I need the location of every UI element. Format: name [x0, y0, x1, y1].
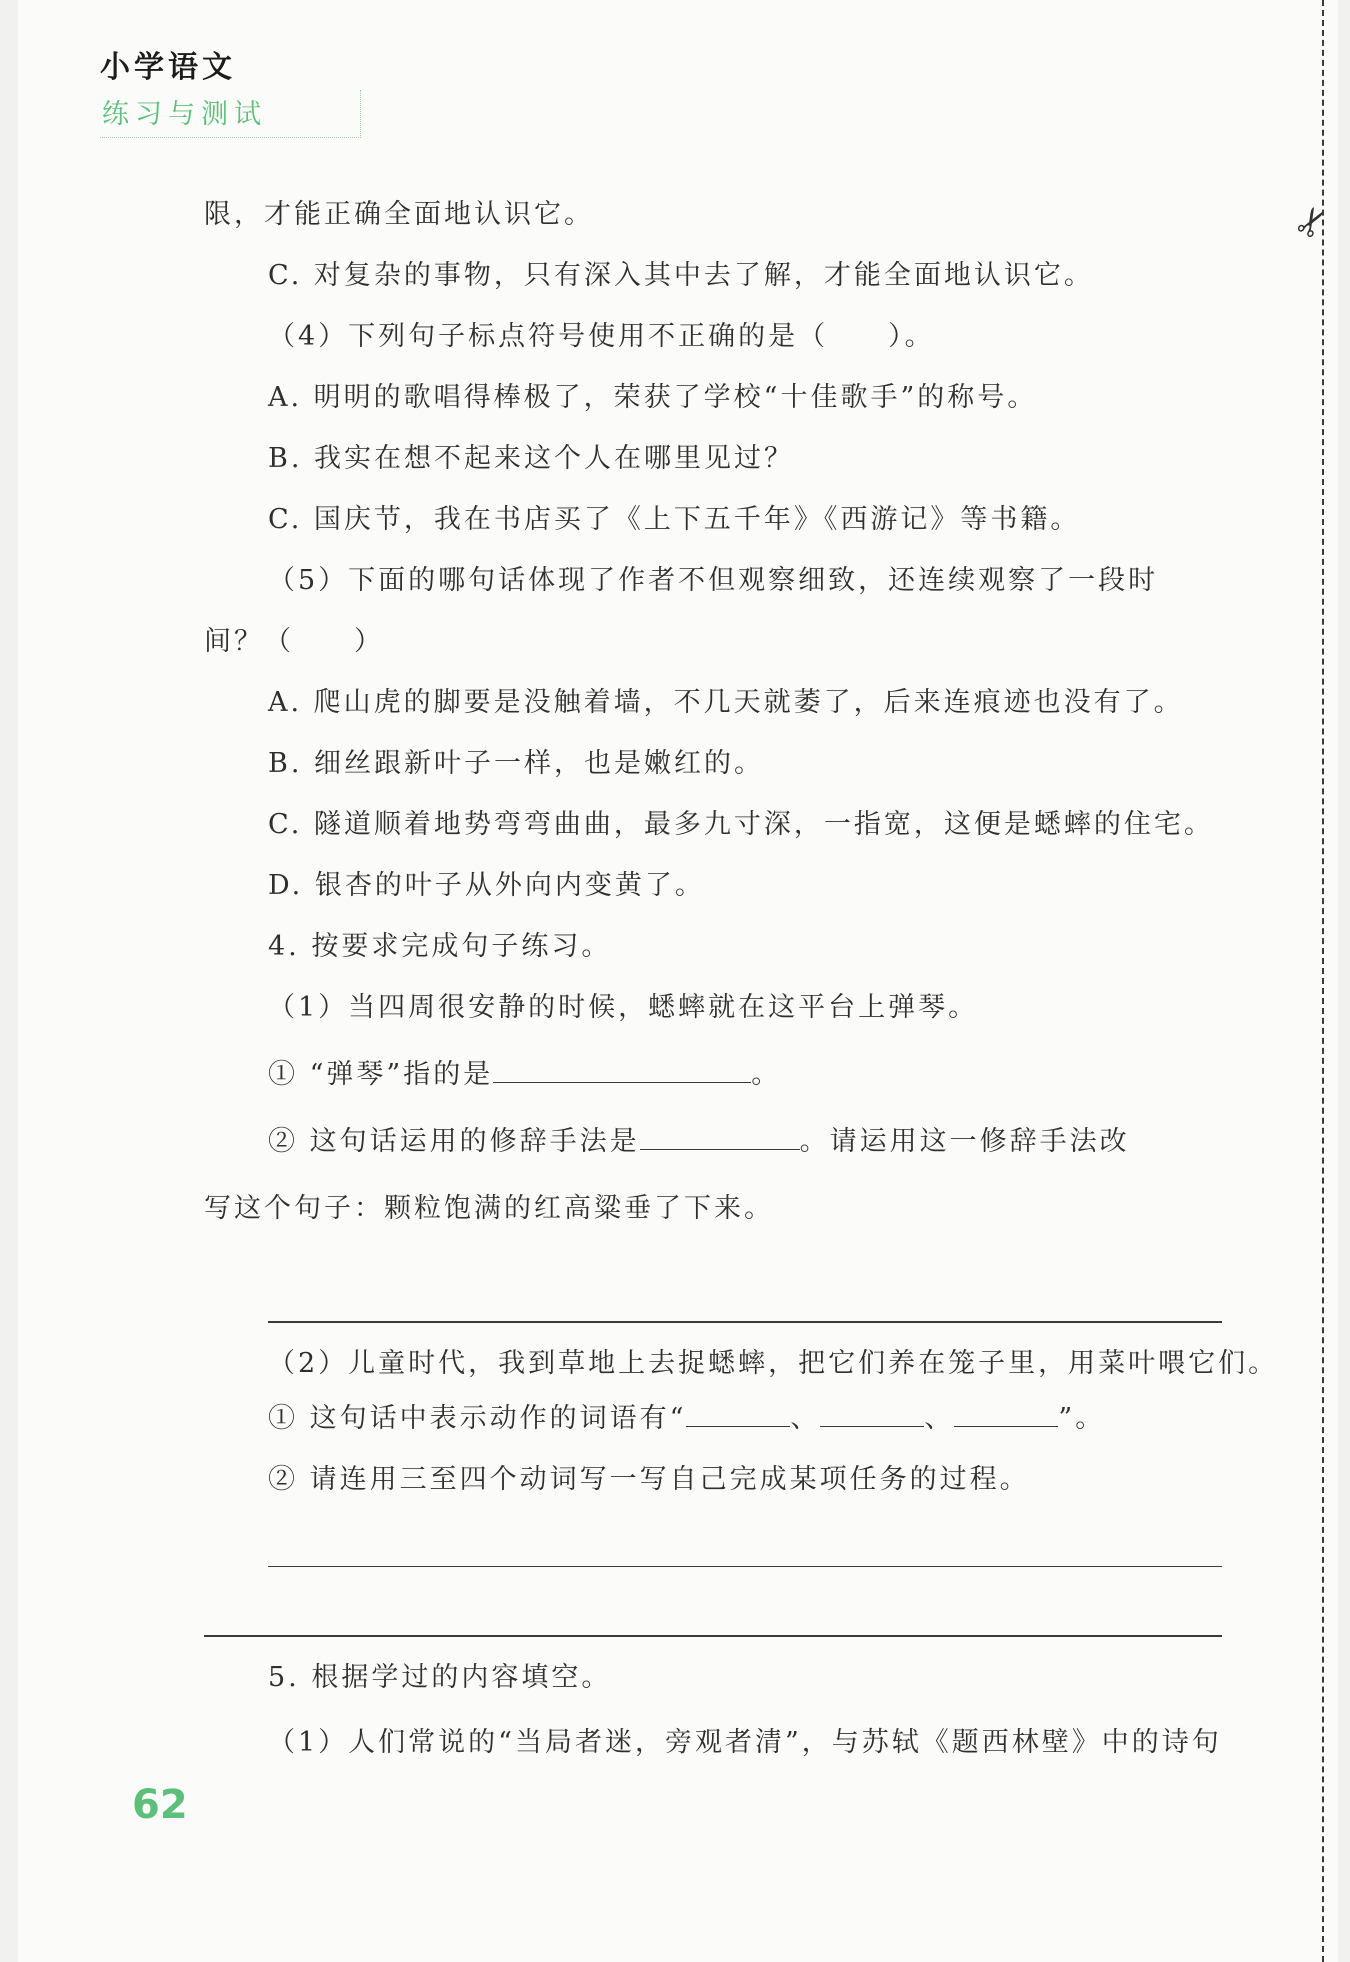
- option-c: C. 国庆节，我在书店买了《上下五千年》《西游记》等书籍。: [268, 504, 1081, 535]
- brand-subtitle: 练习与测试: [100, 90, 361, 138]
- sub-question-1: （1）人们常说的“当局者迷，旁观者清”，与苏轼《题西林壁》中的诗句: [268, 1726, 1222, 1758]
- prompt-text: ① “弹琴”指的是: [268, 1059, 494, 1090]
- sub-question-1: （1）当四周很安静的时候，蟋蟀就在这平台上弹琴。: [268, 992, 979, 1023]
- brand-title: 小学语文: [100, 50, 236, 85]
- punct: 、: [790, 1402, 821, 1434]
- section-5-title: 5. 根据学过的内容填空。: [268, 1661, 612, 1693]
- answer-blank[interactable]: [954, 1400, 1058, 1427]
- prompt-line: ② 请连用三至四个动词写一写自己完成某项任务的过程。: [268, 1463, 1030, 1495]
- text-line: 写这个句子：颗粒饱满的红高粱垂了下来。: [204, 1193, 774, 1224]
- fill-line-2: [204, 1111, 1222, 1172]
- answer-line[interactable]: [268, 1321, 1222, 1323]
- text-line: 限，才能正确全面地认识它。: [204, 199, 594, 230]
- prompt-text: ② 这句话运用的修辞手法是: [268, 1126, 640, 1157]
- option-b: B. 我实在想不起来这个人在哪里见过？: [268, 443, 795, 474]
- option-c: C. 对复杂的事物，只有深入其中去了解，才能全面地认识它。: [268, 260, 1094, 291]
- answer-blank[interactable]: [640, 1123, 800, 1150]
- answer-line[interactable]: [204, 1635, 1222, 1637]
- option-b: B. 细丝跟新叶子一样，也是嫩红的。: [268, 748, 765, 779]
- scissors-icon: ✂: [1284, 197, 1339, 247]
- fill-line-1: [204, 1044, 1222, 1105]
- option-c: C. 隧道顺着地势弯弯曲曲，最多九寸深，一指宽，这便是蟋蟀的住宅。: [268, 809, 1214, 840]
- prompt-text: ① 这句话中表示动作的词语有“: [268, 1402, 687, 1434]
- sub-question-2: （2）儿童时代，我到草地上去捉蟋蟀，把它们养在笼子里，用菜叶喂它们。: [268, 1347, 1279, 1379]
- exercise-content: [204, 184, 1279, 1773]
- fill-line-3: [204, 1388, 1222, 1449]
- answer-blank[interactable]: [820, 1400, 924, 1427]
- option-d: D. 银杏的叶子从外向内变黄了。: [268, 870, 705, 901]
- punct: 。: [751, 1059, 782, 1090]
- option-a: A. 明明的歌唱得棒极了，荣获了学校“十佳歌手”的称号。: [268, 382, 1038, 413]
- option-a: A. 爬山虎的脚要是没触着墙，不几天就萎了，后来连痕迹也没有了。: [268, 687, 1184, 718]
- question-4: （4）下列句子标点符号使用不正确的是（ ）。: [268, 321, 935, 352]
- answer-blank[interactable]: [493, 1056, 751, 1083]
- cut-line: [1322, 0, 1324, 1962]
- section-4-title: 4. 按要求完成句子练习。: [268, 931, 612, 962]
- text-line: 间？（ ）: [204, 626, 384, 657]
- page-number: 62: [132, 1782, 188, 1828]
- question-5: （5）下面的哪句话体现了作者不但观察细致，还连续观察了一段时: [268, 565, 1159, 596]
- punct: 、: [924, 1402, 955, 1434]
- prompt-text: 。请运用这一修辞手法改: [799, 1126, 1130, 1157]
- punct: ”。: [1058, 1402, 1106, 1434]
- header: [100, 42, 361, 138]
- answer-blank[interactable]: [686, 1400, 790, 1427]
